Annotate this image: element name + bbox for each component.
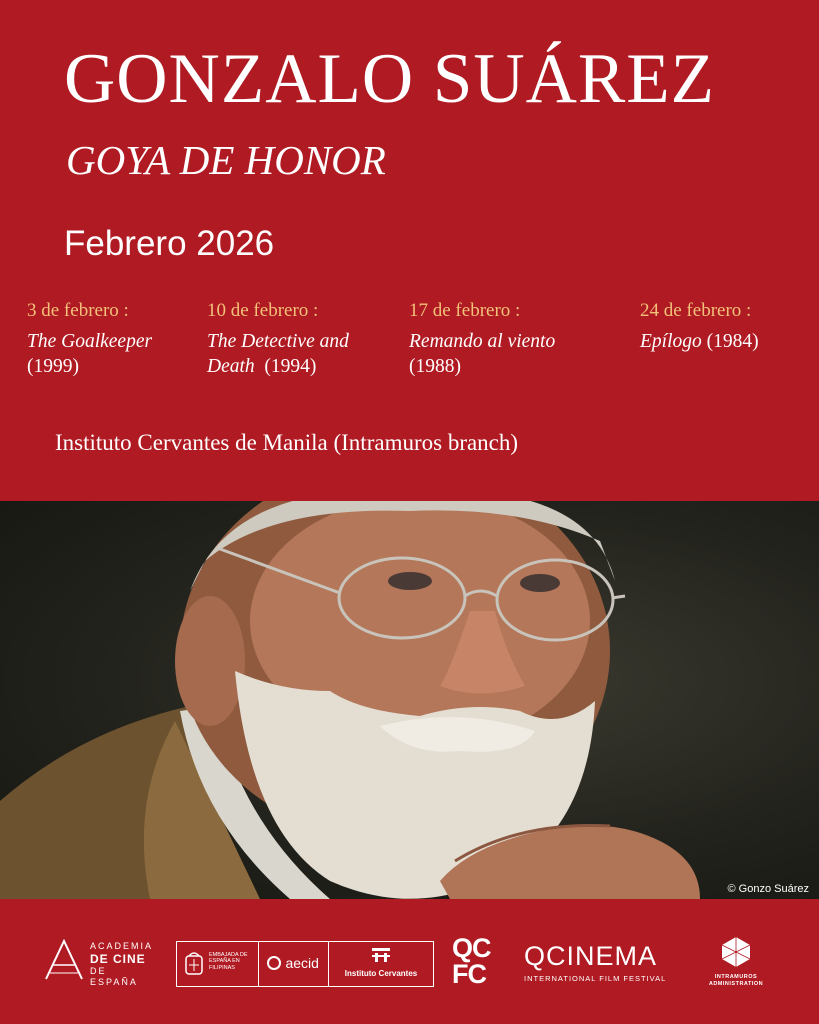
intramuros-shield-icon bbox=[720, 935, 752, 969]
qcfc-line2: FC bbox=[452, 959, 486, 989]
qcinema-name: QCINEMA bbox=[524, 941, 658, 971]
academia-a-icon bbox=[44, 939, 84, 981]
screening-2 bbox=[207, 300, 397, 379]
academia-logo bbox=[44, 939, 154, 987]
partners-box bbox=[176, 941, 434, 987]
photo-credit: © Gonzo Suárez bbox=[727, 883, 809, 895]
screening-3 bbox=[409, 300, 599, 379]
crest-icon bbox=[183, 950, 205, 978]
aecid-logo bbox=[267, 954, 319, 972]
cervantes-logo bbox=[333, 946, 429, 978]
academia-line1: ACADEMIA bbox=[90, 941, 154, 951]
screening-film bbox=[27, 329, 202, 380]
aecid-circle-icon bbox=[267, 956, 281, 970]
screening-film bbox=[409, 329, 599, 380]
screening-film bbox=[640, 329, 810, 354]
logo-strip bbox=[0, 899, 819, 1024]
screening-date: 17 de febrero : bbox=[409, 300, 521, 321]
qcfc-line1: QC bbox=[452, 933, 491, 963]
page-title: GONZALO SUÁREZ bbox=[64, 40, 715, 118]
cervantes-text: Instituto Cervantes bbox=[344, 969, 418, 978]
screening-4 bbox=[640, 300, 810, 354]
page-subtitle: GOYA DE HONOR bbox=[66, 137, 386, 183]
film-title-cont: Death bbox=[207, 356, 255, 378]
film-title: Remando al viento bbox=[409, 330, 556, 352]
film-year: (1984) bbox=[706, 330, 759, 352]
screening-date: 24 de febrero : bbox=[640, 300, 752, 321]
divider bbox=[328, 942, 329, 986]
academia-line3: DE ESPAÑA bbox=[90, 966, 138, 987]
intramuros-line1: INTRAMUROS bbox=[714, 974, 758, 980]
film-title: The Detective and bbox=[207, 330, 349, 352]
intramuros-text bbox=[700, 974, 772, 988]
academia-line2: DE CINE bbox=[90, 951, 146, 966]
screening-date: 10 de febrero : bbox=[207, 300, 319, 321]
qcinema-logo bbox=[524, 943, 686, 983]
month-heading: Febrero 2026 bbox=[64, 224, 275, 263]
screening-date: 3 de febrero : bbox=[27, 300, 129, 321]
film-title: The Goalkeeper bbox=[27, 330, 153, 352]
embajada-text: EMBAJADA DE ESPAÑA EN FILIPINAS bbox=[209, 952, 248, 971]
qcfc-logo bbox=[452, 935, 502, 991]
cervantes-icon bbox=[370, 946, 392, 964]
portrait-photo bbox=[0, 501, 819, 899]
aecid-text: aecid bbox=[285, 954, 319, 971]
film-year: (1988) bbox=[409, 356, 461, 378]
screening-film bbox=[207, 329, 397, 380]
film-year: (1999) bbox=[27, 356, 79, 378]
embajada-logo bbox=[183, 950, 255, 978]
intramuros-logo bbox=[700, 935, 772, 988]
screening-1 bbox=[27, 300, 202, 379]
intramuros-line2: ADMINISTRATION bbox=[708, 981, 764, 988]
qcinema-tagline: INTERNATIONAL FILM FESTIVAL bbox=[524, 974, 667, 983]
film-title: Epílogo bbox=[640, 330, 702, 352]
header-panel bbox=[0, 0, 819, 500]
divider bbox=[258, 942, 259, 986]
portrait-illustration bbox=[0, 501, 819, 899]
film-year: (1994) bbox=[264, 356, 317, 378]
venue-label: Instituto Cervantes de Manila (Intramuros branch) bbox=[55, 430, 519, 455]
